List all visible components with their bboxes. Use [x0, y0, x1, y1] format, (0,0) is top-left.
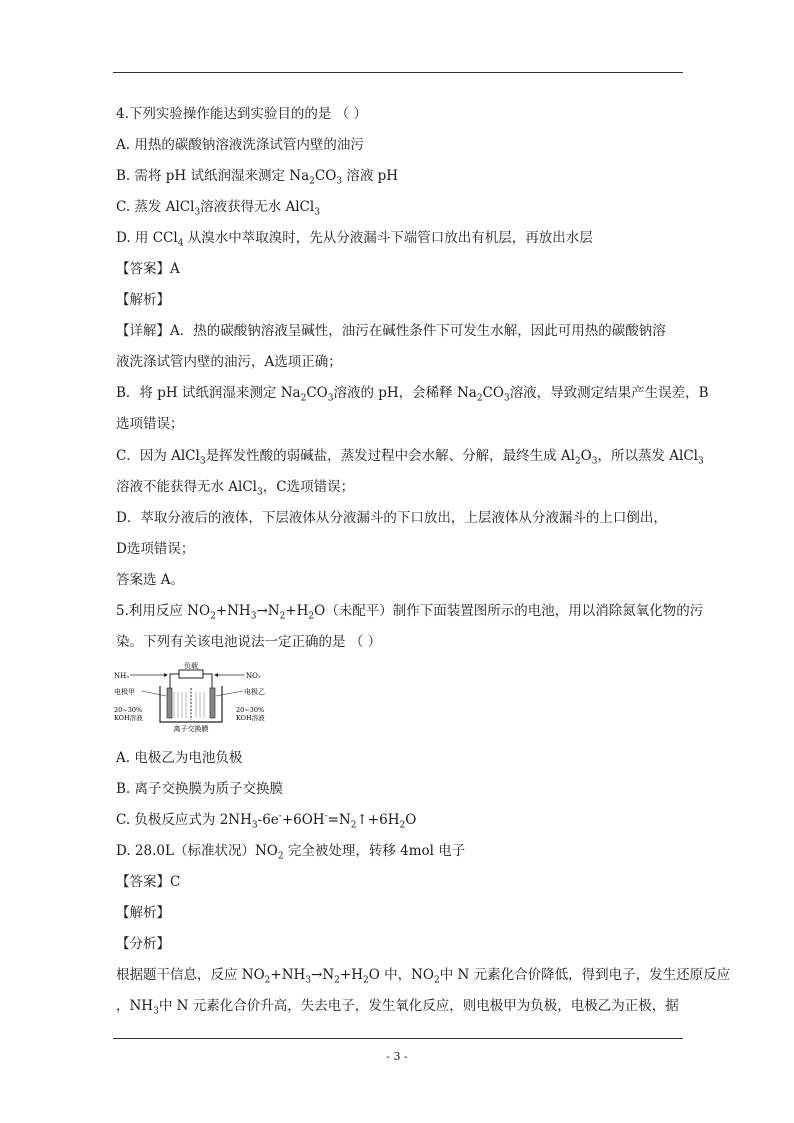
q5-option-c: C. 负极反应式为 $2NH_3-6e^-+6OH^-=N_2↑+6H_2O$ [116, 811, 417, 831]
solution-hatching [174, 692, 204, 718]
no2-label: NO₂ [246, 672, 261, 680]
q5-analyze-heading: 【分析】 [116, 936, 170, 952]
q4-option-c: C. 蒸发 AlCl$_3$溶液获得无水 AlCl$_3$ [116, 199, 320, 218]
q5-answer: 【答案】C [116, 874, 181, 890]
left-pointer [142, 691, 166, 696]
right-solution-name: KOH溶液 [236, 714, 265, 722]
q5-analysis-heading: 【解析】 [116, 905, 170, 921]
electrode-right-label: 电极乙 [244, 688, 265, 696]
q4-detail-c1: C．因为 AlCl$_3$是挥发性酸的弱碱盐，蒸发过程中会水解、分解，最终生成 $Al_2O_3$，所以蒸发 AlCl$_3$ [116, 448, 704, 467]
no2-arrowhead [214, 673, 218, 677]
left-wire [170, 674, 179, 690]
right-solution-conc: 20~30% [236, 706, 265, 714]
q5-body-line1: 根据题干信息，反应 $NO_2+NH_3\to N_2+H_2O$ 中，$NO_2$中 N 元素化合价降低，得到电子，发生还原反应 [116, 967, 731, 986]
q5-option-a: A. 电极乙为电池负极 [116, 750, 243, 766]
q5-body-line2: ，$NH_3$中 N 元素化合价升高，失去电子，发生氧化反应，则电极甲为负极，电极乙为正极，据 [116, 998, 679, 1017]
q4-detail-a2: 液洗涤试管内壁的油污，A选项正确； [116, 354, 342, 370]
q4-option-d: D. 用 CCl$_4$ 从溴水中萃取溴时，先从分液漏斗下端管口放出有机层，再放出水层 [116, 230, 593, 249]
battery-diagram [112, 660, 282, 732]
page-number: - 3 - [386, 1050, 408, 1063]
q5-stem-line1: 5.利用反应 $NO_2+NH_3\to N_2+H_2O$（未配平）制作下面装置图所示的电池，用以消除氮氧化物的污 [116, 603, 704, 622]
header-rule [113, 72, 683, 73]
q4-conclusion: 答案选 A。 [116, 572, 185, 588]
q4-detail-c2: 溶液不能获得无水 AlCl$_3$，C选项错误； [116, 479, 355, 498]
q5-option-d: D. 28.0L（标准状况）$NO_2$ 完全被处理，转移 4mol 电子 [116, 843, 466, 862]
load-label: 负载 [184, 662, 198, 670]
electrode-right [210, 688, 215, 718]
q5-stem-line2: 染。下列有关该电池说法一定正确的是 （ ） [116, 634, 382, 650]
left-solution-name: KOH溶液 [114, 714, 143, 722]
q4-analysis-heading: 【解析】 [116, 292, 170, 308]
q4-detail-d2: D选项错误； [116, 541, 195, 557]
q4-option-a: A. 用热的碳酸钠溶液洗涤试管内壁的油污 [116, 137, 364, 153]
right-wire [203, 674, 212, 690]
nh3-arrowhead [164, 673, 168, 677]
membrane-label: 离子交换膜 [173, 725, 209, 732]
q4-detail-b1: B．将 pH 试纸润湿来测定 $Na_2CO_3$溶液的 pH，会稀释 $Na_2CO_3$溶液，导致测定结果产生误差，B [116, 385, 709, 404]
load-box [179, 670, 203, 678]
right-pointer [216, 691, 243, 696]
q4-stem: 4.下列实验操作能达到实验目的的是 （ ） [116, 106, 367, 122]
q4-option-b: B. 需将 pH 试纸润湿来测定 $Na_2CO_3$ 溶液 pH [116, 168, 399, 187]
q4-detail-b2: 选项错误； [116, 416, 184, 432]
q5-option-b: B. 离子交换膜为质子交换膜 [116, 781, 284, 797]
left-solution-conc: 20~30% [114, 706, 143, 714]
q4-detail-a1: 【详解】A．热的碳酸钠溶液呈碱性，油污在碱性条件下可发生水解，因此可用热的碳酸钠溶 [116, 323, 666, 339]
footer-rule [113, 1038, 683, 1039]
electrode-left [167, 688, 172, 718]
electrode-left-label: 电极甲 [114, 688, 135, 696]
nh3-label: NH₃ [114, 672, 130, 680]
q4-answer: 【答案】A [116, 261, 180, 277]
q4-detail-d1: D．萃取分液后的液体，下层液体从分液漏斗的下口放出，上层液体从分液漏斗的上口倒出， [116, 510, 667, 526]
